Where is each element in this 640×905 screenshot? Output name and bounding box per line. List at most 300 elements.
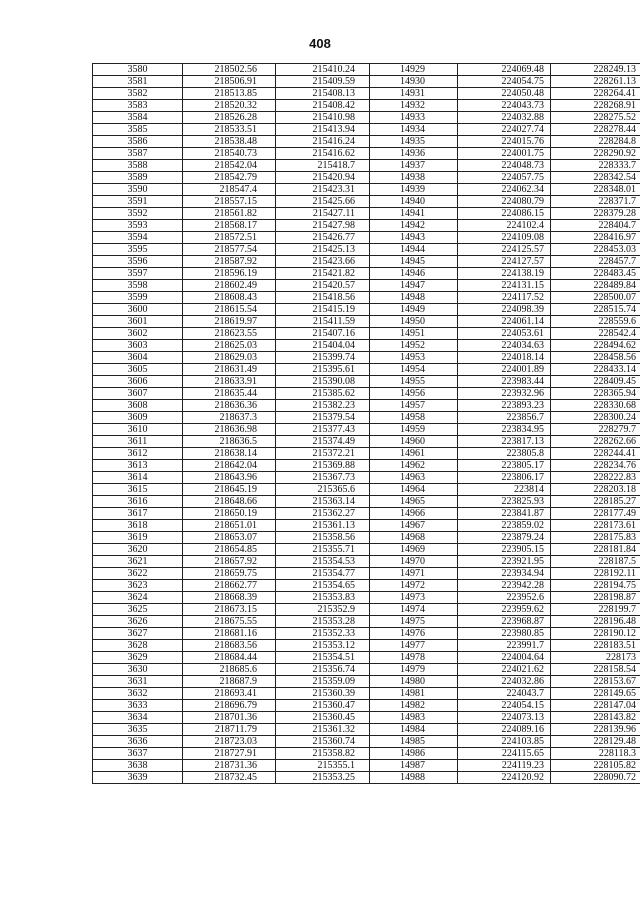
- x-coordinate-b-cell: 223834.95: [458, 424, 551, 436]
- y-coordinate-b-cell: 228129.48: [551, 736, 640, 748]
- x-coordinate-a-cell: 218727.91: [183, 748, 276, 760]
- point-id-b-cell: 14979: [370, 664, 458, 676]
- y-coordinate-b-cell: 228268.91: [551, 100, 640, 112]
- y-coordinate-b-cell: 228290.92: [551, 148, 640, 160]
- table-row: [93, 172, 640, 184]
- y-coordinate-b-cell: 228173.61: [551, 520, 640, 532]
- point-id-a-cell: 3617: [93, 508, 183, 520]
- table-row: [93, 244, 640, 256]
- y-coordinate-a-cell: 215358.56: [276, 532, 370, 544]
- x-coordinate-a-cell: 218615.54: [183, 304, 276, 316]
- x-coordinate-b-cell: 224015.76: [458, 136, 551, 148]
- point-id-b-cell: 14966: [370, 508, 458, 520]
- point-id-a-cell: 3632: [93, 688, 183, 700]
- x-coordinate-b-cell: 224034.63: [458, 340, 551, 352]
- x-coordinate-a-cell: 218643.96: [183, 472, 276, 484]
- table-row: [93, 580, 640, 592]
- coordinate-table: [92, 63, 640, 784]
- y-coordinate-a-cell: 215420.94: [276, 172, 370, 184]
- table-row: [93, 304, 640, 316]
- x-coordinate-b-cell: 223856.7: [458, 412, 551, 424]
- y-coordinate-a-cell: 215352.9: [276, 604, 370, 616]
- table-row: [93, 604, 640, 616]
- table-row: [93, 124, 640, 136]
- table-row: [93, 772, 640, 784]
- point-id-a-cell: 3586: [93, 136, 183, 148]
- y-coordinate-b-cell: 228158.54: [551, 664, 640, 676]
- x-coordinate-b-cell: 224054.15: [458, 700, 551, 712]
- point-id-a-cell: 3619: [93, 532, 183, 544]
- x-coordinate-a-cell: 218602.49: [183, 280, 276, 292]
- x-coordinate-a-cell: 218572.51: [183, 232, 276, 244]
- y-coordinate-b-cell: 228192.11: [551, 568, 640, 580]
- point-id-b-cell: 14983: [370, 712, 458, 724]
- point-id-a-cell: 3604: [93, 352, 183, 364]
- x-coordinate-b-cell: 224043.7: [458, 688, 551, 700]
- point-id-a-cell: 3587: [93, 148, 183, 160]
- y-coordinate-b-cell: 228261.13: [551, 76, 640, 88]
- y-coordinate-a-cell: 215420.57: [276, 280, 370, 292]
- point-id-a-cell: 3610: [93, 424, 183, 436]
- point-id-a-cell: 3639: [93, 772, 183, 784]
- x-coordinate-b-cell: 224115.65: [458, 748, 551, 760]
- point-id-a-cell: 3583: [93, 100, 183, 112]
- y-coordinate-a-cell: 215413.94: [276, 124, 370, 136]
- point-id-a-cell: 3634: [93, 712, 183, 724]
- point-id-a-cell: 3636: [93, 736, 183, 748]
- x-coordinate-a-cell: 218637.3: [183, 412, 276, 424]
- x-coordinate-a-cell: 218681.16: [183, 628, 276, 640]
- y-coordinate-a-cell: 215367.73: [276, 472, 370, 484]
- point-id-b-cell: 14936: [370, 148, 458, 160]
- y-coordinate-a-cell: 215374.49: [276, 436, 370, 448]
- point-id-b-cell: 14988: [370, 772, 458, 784]
- table-row: [93, 640, 640, 652]
- y-coordinate-b-cell: 228143.82: [551, 712, 640, 724]
- x-coordinate-a-cell: 218631.49: [183, 364, 276, 376]
- y-coordinate-b-cell: 228365.94: [551, 388, 640, 400]
- x-coordinate-a-cell: 218636.98: [183, 424, 276, 436]
- point-id-a-cell: 3585: [93, 124, 183, 136]
- table-row: [93, 760, 640, 772]
- x-coordinate-b-cell: 224043.73: [458, 100, 551, 112]
- y-coordinate-a-cell: 215353.28: [276, 616, 370, 628]
- x-coordinate-a-cell: 218675.55: [183, 616, 276, 628]
- y-coordinate-b-cell: 228416.97: [551, 232, 640, 244]
- y-coordinate-a-cell: 215416.24: [276, 136, 370, 148]
- y-coordinate-a-cell: 215356.74: [276, 664, 370, 676]
- table-row: [93, 712, 640, 724]
- y-coordinate-a-cell: 215410.98: [276, 112, 370, 124]
- x-coordinate-a-cell: 218711.79: [183, 724, 276, 736]
- y-coordinate-b-cell: 228433.14: [551, 364, 640, 376]
- y-coordinate-a-cell: 215425.13: [276, 244, 370, 256]
- x-coordinate-a-cell: 218619.97: [183, 316, 276, 328]
- table-row: [93, 652, 640, 664]
- x-coordinate-b-cell: 223805.8: [458, 448, 551, 460]
- x-coordinate-b-cell: 223805.17: [458, 460, 551, 472]
- table-row: [93, 376, 640, 388]
- point-id-b-cell: 14987: [370, 760, 458, 772]
- x-coordinate-a-cell: 218542.04: [183, 160, 276, 172]
- point-id-a-cell: 3618: [93, 520, 183, 532]
- point-id-b-cell: 14942: [370, 220, 458, 232]
- point-id-a-cell: 3633: [93, 700, 183, 712]
- table-row: [93, 436, 640, 448]
- point-id-b-cell: 14941: [370, 208, 458, 220]
- point-id-a-cell: 3598: [93, 280, 183, 292]
- point-id-a-cell: 3601: [93, 316, 183, 328]
- point-id-a-cell: 3613: [93, 460, 183, 472]
- x-coordinate-b-cell: 223991.7: [458, 640, 551, 652]
- x-coordinate-a-cell: 218659.75: [183, 568, 276, 580]
- y-coordinate-a-cell: 215423.66: [276, 256, 370, 268]
- point-id-b-cell: 14981: [370, 688, 458, 700]
- y-coordinate-a-cell: 215360.74: [276, 736, 370, 748]
- x-coordinate-a-cell: 218654.85: [183, 544, 276, 556]
- y-coordinate-b-cell: 228105.82: [551, 760, 640, 772]
- y-coordinate-b-cell: 228284.8: [551, 136, 640, 148]
- x-coordinate-b-cell: 224119.23: [458, 760, 551, 772]
- y-coordinate-a-cell: 215399.74: [276, 352, 370, 364]
- point-id-b-cell: 14968: [370, 532, 458, 544]
- table-row: [93, 364, 640, 376]
- x-coordinate-a-cell: 218696.79: [183, 700, 276, 712]
- table-row: [93, 328, 640, 340]
- table-row: [93, 496, 640, 508]
- y-coordinate-a-cell: 215360.39: [276, 688, 370, 700]
- x-coordinate-a-cell: 218642.04: [183, 460, 276, 472]
- table-row: [93, 412, 640, 424]
- point-id-a-cell: 3637: [93, 748, 183, 760]
- y-coordinate-b-cell: 228559.6: [551, 316, 640, 328]
- point-id-a-cell: 3631: [93, 676, 183, 688]
- point-id-b-cell: 14943: [370, 232, 458, 244]
- x-coordinate-a-cell: 218542.79: [183, 172, 276, 184]
- y-coordinate-a-cell: 215365.6: [276, 484, 370, 496]
- x-coordinate-b-cell: 223879.24: [458, 532, 551, 544]
- point-id-a-cell: 3609: [93, 412, 183, 424]
- y-coordinate-a-cell: 215355.1: [276, 760, 370, 772]
- table-row: [93, 568, 640, 580]
- x-coordinate-b-cell: 224120.92: [458, 772, 551, 784]
- y-coordinate-a-cell: 215408.13: [276, 88, 370, 100]
- x-coordinate-b-cell: 223905.15: [458, 544, 551, 556]
- x-coordinate-b-cell: 223942.28: [458, 580, 551, 592]
- x-coordinate-b-cell: 224102.4: [458, 220, 551, 232]
- x-coordinate-a-cell: 218633.91: [183, 376, 276, 388]
- y-coordinate-a-cell: 215382.23: [276, 400, 370, 412]
- x-coordinate-b-cell: 224080.79: [458, 196, 551, 208]
- y-coordinate-a-cell: 215410.24: [276, 64, 370, 76]
- point-id-b-cell: 14939: [370, 184, 458, 196]
- point-id-a-cell: 3607: [93, 388, 183, 400]
- y-coordinate-b-cell: 228183.51: [551, 640, 640, 652]
- y-coordinate-a-cell: 215377.43: [276, 424, 370, 436]
- x-coordinate-a-cell: 218731.36: [183, 760, 276, 772]
- point-id-a-cell: 3621: [93, 556, 183, 568]
- x-coordinate-a-cell: 218577.54: [183, 244, 276, 256]
- x-coordinate-b-cell: 223825.93: [458, 496, 551, 508]
- y-coordinate-a-cell: 215411.59: [276, 316, 370, 328]
- x-coordinate-b-cell: 223893.23: [458, 400, 551, 412]
- y-coordinate-b-cell: 228458.56: [551, 352, 640, 364]
- point-id-a-cell: 3626: [93, 616, 183, 628]
- y-coordinate-a-cell: 215427.11: [276, 208, 370, 220]
- y-coordinate-a-cell: 215352.33: [276, 628, 370, 640]
- table-row: [93, 628, 640, 640]
- table-row: [93, 664, 640, 676]
- y-coordinate-b-cell: 228198.87: [551, 592, 640, 604]
- point-id-b-cell: 14986: [370, 748, 458, 760]
- point-id-b-cell: 14931: [370, 88, 458, 100]
- table-row: [93, 616, 640, 628]
- point-id-b-cell: 14971: [370, 568, 458, 580]
- point-id-a-cell: 3602: [93, 328, 183, 340]
- y-coordinate-a-cell: 215421.82: [276, 268, 370, 280]
- point-id-b-cell: 14959: [370, 424, 458, 436]
- y-coordinate-b-cell: 228342.54: [551, 172, 640, 184]
- x-coordinate-b-cell: 224053.61: [458, 328, 551, 340]
- table-row: [93, 64, 640, 76]
- table-row: [93, 88, 640, 100]
- point-id-a-cell: 3597: [93, 268, 183, 280]
- y-coordinate-b-cell: 228187.5: [551, 556, 640, 568]
- table-row: [93, 460, 640, 472]
- point-id-a-cell: 3581: [93, 76, 183, 88]
- y-coordinate-a-cell: 215426.77: [276, 232, 370, 244]
- x-coordinate-a-cell: 218623.55: [183, 328, 276, 340]
- y-coordinate-b-cell: 228181.84: [551, 544, 640, 556]
- y-coordinate-b-cell: 228500.07: [551, 292, 640, 304]
- table-row: [93, 388, 640, 400]
- point-id-a-cell: 3622: [93, 568, 183, 580]
- table-row: [93, 196, 640, 208]
- point-id-b-cell: 14975: [370, 616, 458, 628]
- y-coordinate-b-cell: 228489.84: [551, 280, 640, 292]
- table-row: [93, 232, 640, 244]
- table-row: [93, 76, 640, 88]
- point-id-a-cell: 3582: [93, 88, 183, 100]
- point-id-b-cell: 14957: [370, 400, 458, 412]
- x-coordinate-a-cell: 218538.48: [183, 136, 276, 148]
- y-coordinate-b-cell: 228330.68: [551, 400, 640, 412]
- y-coordinate-a-cell: 215409.59: [276, 76, 370, 88]
- y-coordinate-a-cell: 215415.19: [276, 304, 370, 316]
- point-id-a-cell: 3596: [93, 256, 183, 268]
- y-coordinate-a-cell: 215407.16: [276, 328, 370, 340]
- table-row: [93, 448, 640, 460]
- x-coordinate-b-cell: 224054.75: [458, 76, 551, 88]
- y-coordinate-b-cell: 228348.01: [551, 184, 640, 196]
- x-coordinate-a-cell: 218693.41: [183, 688, 276, 700]
- point-id-b-cell: 14962: [370, 460, 458, 472]
- y-coordinate-b-cell: 228173: [551, 652, 640, 664]
- point-id-a-cell: 3620: [93, 544, 183, 556]
- x-coordinate-b-cell: 224062.34: [458, 184, 551, 196]
- y-coordinate-a-cell: 215404.04: [276, 340, 370, 352]
- y-coordinate-a-cell: 215354.77: [276, 568, 370, 580]
- point-id-a-cell: 3594: [93, 232, 183, 244]
- x-coordinate-a-cell: 218526.28: [183, 112, 276, 124]
- x-coordinate-b-cell: 224001.89: [458, 364, 551, 376]
- x-coordinate-b-cell: 223980.85: [458, 628, 551, 640]
- x-coordinate-b-cell: 224004.64: [458, 652, 551, 664]
- point-id-b-cell: 14977: [370, 640, 458, 652]
- point-id-a-cell: 3611: [93, 436, 183, 448]
- x-coordinate-a-cell: 218561.82: [183, 208, 276, 220]
- x-coordinate-b-cell: 224117.52: [458, 292, 551, 304]
- table-row: [93, 592, 640, 604]
- x-coordinate-a-cell: 218568.17: [183, 220, 276, 232]
- x-coordinate-b-cell: 224050.48: [458, 88, 551, 100]
- point-id-b-cell: 14978: [370, 652, 458, 664]
- x-coordinate-a-cell: 218587.92: [183, 256, 276, 268]
- table-row: [93, 520, 640, 532]
- x-coordinate-b-cell: 223859.02: [458, 520, 551, 532]
- point-id-a-cell: 3588: [93, 160, 183, 172]
- point-id-a-cell: 3592: [93, 208, 183, 220]
- x-coordinate-b-cell: 223968.87: [458, 616, 551, 628]
- y-coordinate-a-cell: 215408.42: [276, 100, 370, 112]
- point-id-b-cell: 14982: [370, 700, 458, 712]
- point-id-a-cell: 3627: [93, 628, 183, 640]
- y-coordinate-b-cell: 228542.4: [551, 328, 640, 340]
- y-coordinate-a-cell: 215361.13: [276, 520, 370, 532]
- x-coordinate-b-cell: 223934.94: [458, 568, 551, 580]
- x-coordinate-b-cell: 224027.74: [458, 124, 551, 136]
- y-coordinate-a-cell: 215363.14: [276, 496, 370, 508]
- y-coordinate-a-cell: 215354.51: [276, 652, 370, 664]
- point-id-a-cell: 3625: [93, 604, 183, 616]
- point-id-a-cell: 3624: [93, 592, 183, 604]
- point-id-b-cell: 14963: [370, 472, 458, 484]
- y-coordinate-b-cell: 228494.62: [551, 340, 640, 352]
- y-coordinate-b-cell: 228404.7: [551, 220, 640, 232]
- x-coordinate-b-cell: 223932.96: [458, 388, 551, 400]
- x-coordinate-b-cell: 224032.88: [458, 112, 551, 124]
- point-id-a-cell: 3580: [93, 64, 183, 76]
- x-coordinate-b-cell: 224138.19: [458, 268, 551, 280]
- y-coordinate-a-cell: 215395.61: [276, 364, 370, 376]
- y-coordinate-a-cell: 215353.25: [276, 772, 370, 784]
- y-coordinate-b-cell: 228515.74: [551, 304, 640, 316]
- table-row: [93, 472, 640, 484]
- y-coordinate-b-cell: 228234.76: [551, 460, 640, 472]
- y-coordinate-b-cell: 228379.28: [551, 208, 640, 220]
- point-id-b-cell: 14980: [370, 676, 458, 688]
- table-row: [93, 724, 640, 736]
- y-coordinate-b-cell: 228185.27: [551, 496, 640, 508]
- point-id-a-cell: 3593: [93, 220, 183, 232]
- point-id-a-cell: 3615: [93, 484, 183, 496]
- y-coordinate-a-cell: 215427.98: [276, 220, 370, 232]
- y-coordinate-b-cell: 228118.3: [551, 748, 640, 760]
- y-coordinate-b-cell: 228371.7: [551, 196, 640, 208]
- y-coordinate-a-cell: 215353.12: [276, 640, 370, 652]
- point-id-b-cell: 14934: [370, 124, 458, 136]
- y-coordinate-a-cell: 215418.56: [276, 292, 370, 304]
- x-coordinate-b-cell: 224103.85: [458, 736, 551, 748]
- y-coordinate-b-cell: 228264.41: [551, 88, 640, 100]
- point-id-b-cell: 14946: [370, 268, 458, 280]
- x-coordinate-a-cell: 218638.14: [183, 448, 276, 460]
- y-coordinate-a-cell: 215372.21: [276, 448, 370, 460]
- point-id-b-cell: 14960: [370, 436, 458, 448]
- y-coordinate-a-cell: 215379.54: [276, 412, 370, 424]
- y-coordinate-b-cell: 228149.65: [551, 688, 640, 700]
- point-id-b-cell: 14947: [370, 280, 458, 292]
- table-row: [93, 340, 640, 352]
- y-coordinate-b-cell: 228333.7: [551, 160, 640, 172]
- point-id-a-cell: 3628: [93, 640, 183, 652]
- point-id-a-cell: 3616: [93, 496, 183, 508]
- y-coordinate-b-cell: 228457.7: [551, 256, 640, 268]
- table-row: [93, 736, 640, 748]
- table-row: [93, 352, 640, 364]
- x-coordinate-a-cell: 218684.44: [183, 652, 276, 664]
- table-row: [93, 160, 640, 172]
- point-id-b-cell: 14932: [370, 100, 458, 112]
- y-coordinate-a-cell: 215361.32: [276, 724, 370, 736]
- point-id-b-cell: 14964: [370, 484, 458, 496]
- point-id-b-cell: 14937: [370, 160, 458, 172]
- table-row: [93, 268, 640, 280]
- point-id-b-cell: 14938: [370, 172, 458, 184]
- y-coordinate-b-cell: 228190.12: [551, 628, 640, 640]
- y-coordinate-a-cell: 215369.88: [276, 460, 370, 472]
- point-id-a-cell: 3589: [93, 172, 183, 184]
- y-coordinate-a-cell: 215425.66: [276, 196, 370, 208]
- x-coordinate-a-cell: 218636.36: [183, 400, 276, 412]
- point-id-a-cell: 3608: [93, 400, 183, 412]
- table-row: [93, 700, 640, 712]
- point-id-b-cell: 14950: [370, 316, 458, 328]
- y-coordinate-a-cell: 215358.82: [276, 748, 370, 760]
- point-id-b-cell: 14985: [370, 736, 458, 748]
- table-row: [93, 748, 640, 760]
- point-id-b-cell: 14945: [370, 256, 458, 268]
- x-coordinate-b-cell: 223952.6: [458, 592, 551, 604]
- x-coordinate-b-cell: 224048.73: [458, 160, 551, 172]
- x-coordinate-a-cell: 218547.4: [183, 184, 276, 196]
- x-coordinate-b-cell: 223814: [458, 484, 551, 496]
- table-row: [93, 208, 640, 220]
- x-coordinate-a-cell: 218502.56: [183, 64, 276, 76]
- y-coordinate-a-cell: 215390.08: [276, 376, 370, 388]
- point-id-a-cell: 3606: [93, 376, 183, 388]
- x-coordinate-a-cell: 218533.51: [183, 124, 276, 136]
- y-coordinate-b-cell: 228203.18: [551, 484, 640, 496]
- y-coordinate-b-cell: 228090.72: [551, 772, 640, 784]
- x-coordinate-a-cell: 218645.19: [183, 484, 276, 496]
- point-id-a-cell: 3638: [93, 760, 183, 772]
- y-coordinate-a-cell: 215353.83: [276, 592, 370, 604]
- point-id-b-cell: 14972: [370, 580, 458, 592]
- point-id-b-cell: 14970: [370, 556, 458, 568]
- y-coordinate-b-cell: 228275.52: [551, 112, 640, 124]
- point-id-b-cell: 14935: [370, 136, 458, 148]
- table-row: [93, 148, 640, 160]
- x-coordinate-a-cell: 218732.45: [183, 772, 276, 784]
- x-coordinate-b-cell: 224127.57: [458, 256, 551, 268]
- point-id-a-cell: 3629: [93, 652, 183, 664]
- x-coordinate-b-cell: 224098.39: [458, 304, 551, 316]
- table-row: [93, 112, 640, 124]
- y-coordinate-b-cell: 228194.75: [551, 580, 640, 592]
- table-row: [93, 508, 640, 520]
- x-coordinate-a-cell: 218651.01: [183, 520, 276, 532]
